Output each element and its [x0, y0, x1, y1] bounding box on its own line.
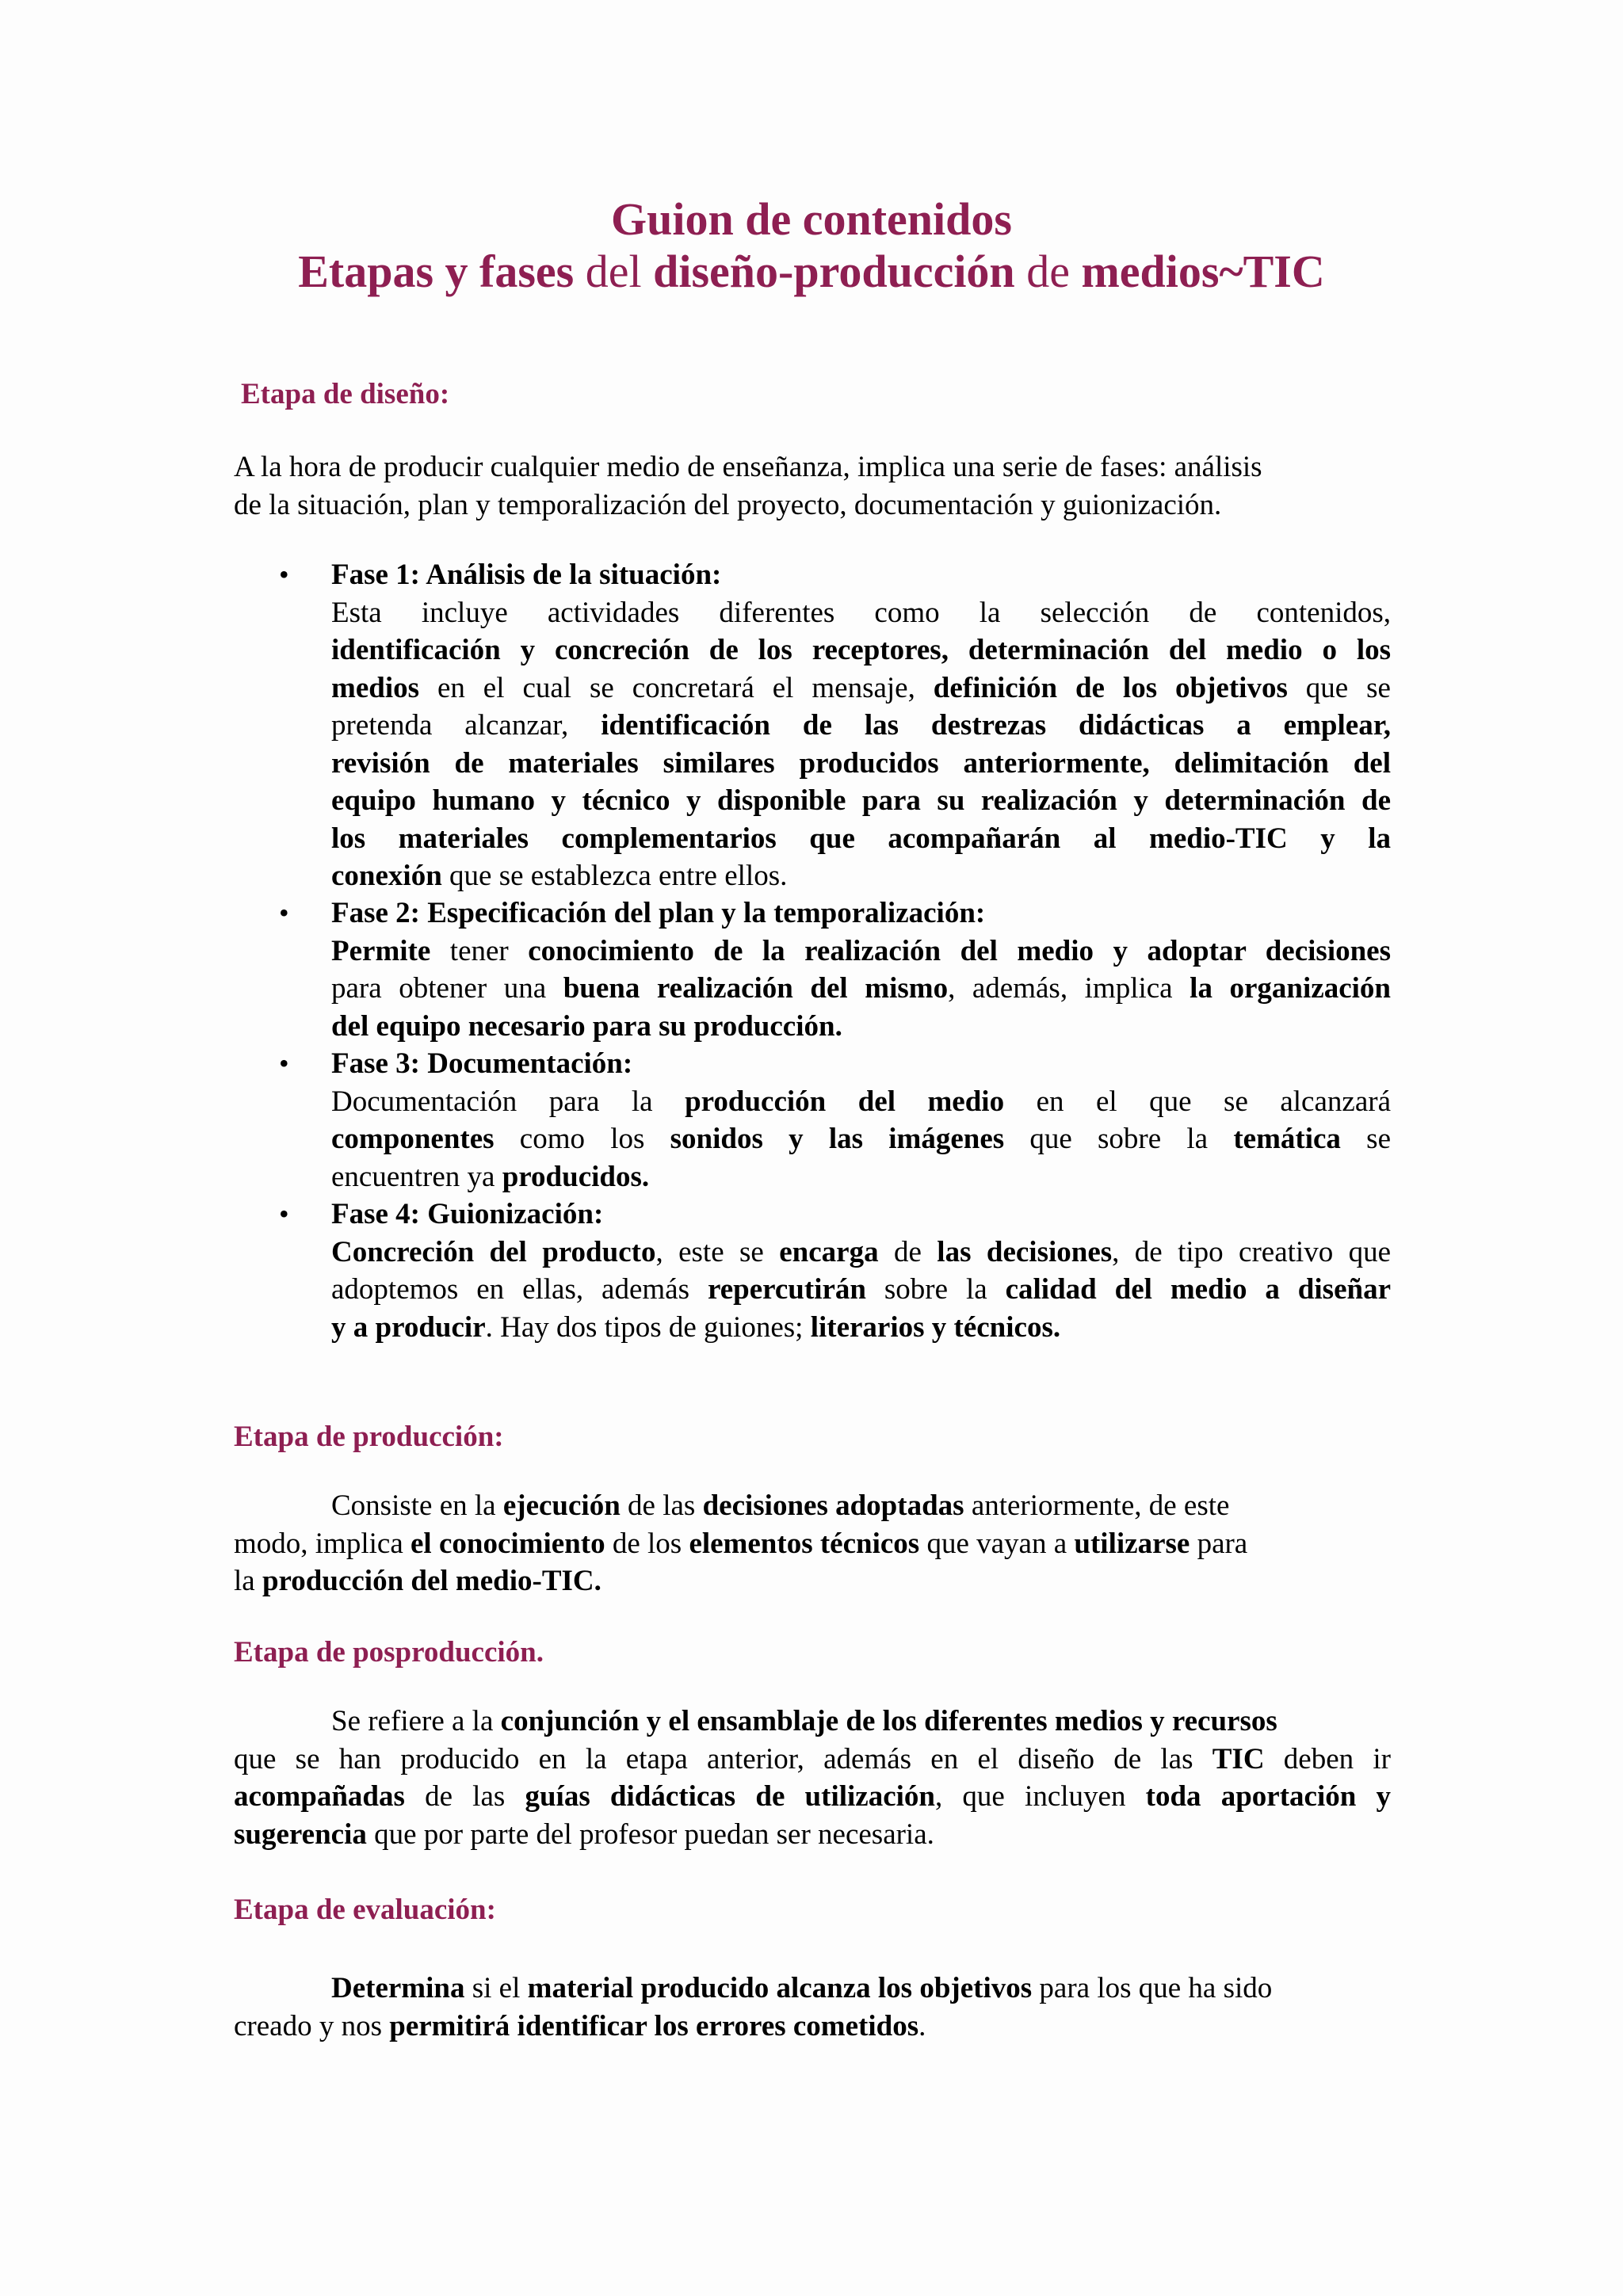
- heading-design-stage: Etapa de diseño:: [241, 378, 450, 410]
- bold-text: producción del medio-TIC.: [262, 1565, 601, 1597]
- phase-4-body: [331, 1234, 1391, 1347]
- bold-text: conexión: [331, 860, 442, 892]
- bold-text: material producido alcanza los objetivos: [527, 1972, 1033, 2004]
- bold-text: producción del medio: [685, 1085, 1005, 1118]
- text-run: , este se: [655, 1235, 780, 1268]
- phase-1-title: Fase 1: Análisis de la situación:: [331, 559, 722, 591]
- text-line: [331, 594, 1391, 632]
- bold-text: TIC: [1212, 1742, 1265, 1775]
- heading-production-stage: Etapa de producción:: [234, 1421, 504, 1453]
- text-run: si el: [464, 1972, 528, 2004]
- bold-text: toda aportación y: [1145, 1780, 1392, 1813]
- text-run: Consiste en la: [331, 1489, 503, 1522]
- bold-text: producidos.: [502, 1160, 650, 1193]
- bold-text: temática: [1233, 1123, 1341, 1155]
- text-run: Esta incluye actividades diferentes como la selección de contenidos,: [331, 596, 1391, 629]
- bold-text: buena realización del mismo: [563, 972, 949, 1005]
- text-line: [331, 1008, 1391, 1046]
- text-run: la: [234, 1565, 262, 1597]
- text-line: [331, 1083, 1391, 1121]
- text-run: de las: [404, 1780, 525, 1813]
- text-run: que por parte del profesor puedan ser necesaria.: [366, 1817, 934, 1851]
- text-line: [331, 1234, 1391, 1272]
- text-run: como los: [494, 1123, 670, 1155]
- bullet-phase-3: •: [279, 1047, 289, 1079]
- bold-text: las decisiones: [937, 1235, 1113, 1268]
- bold-text: Etapas y fases: [298, 246, 575, 297]
- text-run: en el que se alcanzará: [1004, 1085, 1391, 1118]
- text-run: de las: [620, 1489, 703, 1522]
- bold-text: equipo humano y técnico y disponible para su realización y determinación de: [331, 784, 1391, 817]
- text-run: que se han producido en la etapa anterior, además en el diseño de las: [234, 1742, 1212, 1775]
- text-line: [331, 970, 1391, 1008]
- bold-text: identificación de las destrezas didácticas a emplear,: [601, 709, 1391, 742]
- bold-text: componentes: [331, 1123, 495, 1155]
- bold-text: Concreción del producto: [331, 1235, 656, 1268]
- bold-text: y a producir: [331, 1310, 486, 1344]
- text-line: [234, 1562, 1391, 1600]
- phase-4-item: [331, 1196, 1391, 1346]
- text-line: [331, 1158, 1391, 1196]
- text-line: [234, 1703, 1391, 1741]
- text-run: para obtener una: [331, 972, 563, 1005]
- text-run: modo, implica: [234, 1527, 411, 1560]
- bold-text: Determina: [331, 1972, 465, 2004]
- bold-text: elementos técnicos: [689, 1527, 920, 1560]
- text-run: que se: [1287, 671, 1391, 704]
- text-run: sobre la: [865, 1273, 1006, 1306]
- production-paragraph: [234, 1487, 1391, 1600]
- postproduction-paragraph: [234, 1703, 1391, 1853]
- evaluation-paragraph: [234, 1970, 1391, 2045]
- bold-text: los materiales complementarios que acompañarán al medio-TIC y la: [331, 822, 1391, 855]
- text-line: [331, 857, 1391, 895]
- bold-text: medios~TIC: [1081, 246, 1325, 297]
- text-run: tener: [430, 934, 529, 967]
- heading-evaluation-stage: Etapa de evaluación:: [234, 1894, 496, 1926]
- text-run: de: [1014, 246, 1082, 297]
- bold-text: identificación y concreción de los receptores, determinación del medio o los: [331, 634, 1391, 666]
- bold-text: guías didácticas de utilización: [525, 1780, 935, 1813]
- bold-text: revisión de materiales similares producidos anteriormente, delimitación del: [331, 746, 1391, 780]
- text-line: [331, 933, 1391, 971]
- title-line-2: [0, 246, 1623, 298]
- text-line: [331, 1309, 1391, 1347]
- text-run: Se refiere a la: [331, 1705, 501, 1737]
- bold-text: Permite: [331, 934, 431, 967]
- title-line-1: Guion de contenidos: [611, 193, 1012, 245]
- text-run: para los que ha sido: [1032, 1972, 1273, 2004]
- bold-text: decisiones adoptadas: [702, 1489, 964, 1522]
- text-line: [331, 707, 1391, 745]
- bold-text: sonidos y las imágenes: [670, 1123, 1005, 1155]
- bold-text: medios: [331, 671, 419, 704]
- text-run: adoptemos en ellas, además: [331, 1273, 708, 1306]
- text-run: . Hay dos tipos de guiones;: [485, 1310, 811, 1344]
- text-run: , además, implica: [948, 972, 1190, 1005]
- bold-text: el conocimiento: [411, 1527, 605, 1560]
- text-run: de los: [605, 1527, 689, 1560]
- text-run: A la hora de producir cualquier medio de enseñanza, implica una serie de fases: análisis: [234, 451, 1262, 483]
- bold-text: sugerencia: [234, 1817, 367, 1851]
- text-line: [234, 1525, 1391, 1563]
- bold-text: del equipo necesario para su producción.: [331, 1009, 842, 1043]
- text-run: deben ir: [1264, 1742, 1391, 1775]
- text-line: [331, 1120, 1391, 1158]
- bold-text: conjunción y el ensamblaje de los diferentes medios y recursos: [500, 1705, 1277, 1737]
- bold-text: calidad del medio a diseñar: [1005, 1273, 1391, 1306]
- text-run: que se establezca entre ellos.: [441, 860, 788, 892]
- bold-text: repercutirán: [707, 1273, 866, 1306]
- bold-text: ejecución: [502, 1489, 621, 1522]
- phase-3-body: [331, 1083, 1391, 1196]
- text-line: [234, 1778, 1391, 1816]
- text-line: [331, 782, 1391, 820]
- phase-4-title: Fase 4: Guionización:: [331, 1198, 604, 1230]
- bullet-phase-1: •: [279, 559, 289, 590]
- text-line: [234, 1741, 1391, 1779]
- text-line: [331, 669, 1391, 707]
- text-run: , que incluyen: [935, 1780, 1146, 1813]
- text-run: anteriormente, de este: [964, 1489, 1230, 1522]
- bold-text: conocimiento de la realización del medio y adoptar decisiones: [528, 934, 1391, 967]
- bullet-phase-2: •: [279, 897, 289, 929]
- bold-text: definición de los objetivos: [933, 671, 1288, 704]
- phase-1-body: [331, 594, 1391, 895]
- phase-2-body: [331, 933, 1391, 1046]
- text-line: [331, 631, 1391, 669]
- text-run: de la situación, plan y temporalización del proyecto, documentación y guionización.: [234, 488, 1222, 521]
- bold-text: encarga: [779, 1235, 879, 1268]
- bold-text: acompañadas: [234, 1780, 405, 1813]
- phase-2-title: Fase 2: Especificación del plan y la temporalización:: [331, 897, 986, 929]
- text-line: [331, 1271, 1391, 1309]
- text-run: pretenda alcanzar,: [331, 709, 601, 742]
- text-run: .: [918, 2009, 926, 2042]
- bold-text: literarios y técnicos.: [810, 1310, 1061, 1344]
- phase-3-item: [331, 1045, 1391, 1196]
- text-run: de: [878, 1235, 938, 1268]
- text-line: [234, 486, 1391, 524]
- text-line: [234, 1487, 1391, 1525]
- phase-1-item: [331, 556, 1391, 895]
- phase-2-item: [331, 894, 1391, 1045]
- text-line: [234, 2008, 1391, 2046]
- bold-text: permitirá identificar los errores cometidos: [389, 2009, 919, 2042]
- text-run: , de tipo creativo que: [1112, 1235, 1392, 1268]
- text-line: [234, 1816, 1391, 1854]
- text-run: que vayan a: [919, 1527, 1075, 1560]
- text-run: en el cual se concretará el mensaje,: [419, 671, 934, 704]
- text-line: [234, 1970, 1391, 2008]
- document-title: [0, 193, 1623, 298]
- text-line: [331, 820, 1391, 858]
- bold-text: diseño-producción: [653, 246, 1015, 297]
- bold-text: la organización: [1190, 972, 1391, 1005]
- heading-postproduction-stage: Etapa de posproducción.: [234, 1636, 544, 1669]
- phase-3-title: Fase 3: Documentación:: [331, 1047, 633, 1080]
- text-line: [234, 448, 1391, 486]
- text-run: se: [1340, 1123, 1391, 1155]
- design-intro-paragraph: [234, 448, 1391, 524]
- text-run: encuentren ya: [331, 1160, 502, 1193]
- text-run: creado y nos: [234, 2009, 390, 2042]
- text-run: del: [574, 246, 654, 297]
- bullet-phase-4: •: [279, 1198, 289, 1230]
- text-run: Documentación para la: [331, 1085, 685, 1118]
- text-run: para: [1190, 1527, 1248, 1560]
- text-run: que sobre la: [1004, 1123, 1234, 1155]
- bold-text: utilizarse: [1074, 1527, 1190, 1560]
- text-line: [331, 745, 1391, 783]
